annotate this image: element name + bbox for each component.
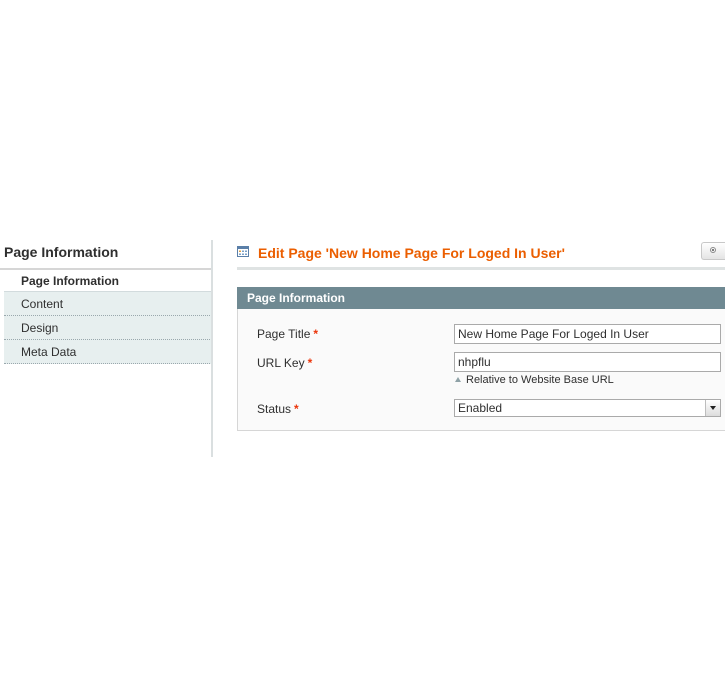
tab-page-information[interactable]: Page Information <box>4 270 212 292</box>
chevron-down-icon[interactable] <box>705 400 720 416</box>
sidebar-tabs <box>4 270 212 364</box>
sidebar-title: Page Information <box>4 244 119 260</box>
status-select-value: Enabled <box>458 401 503 415</box>
url-key-note <box>454 374 614 386</box>
url-key-label-text: URL Key <box>257 356 305 370</box>
page-title: Edit Page 'New Home Page For Loged In User' <box>258 245 565 261</box>
page-title-label <box>257 327 318 341</box>
tab-meta-data[interactable]: Meta Data <box>4 340 212 364</box>
status-label-text: Status <box>257 402 292 416</box>
fieldset-legend: Page Information <box>237 287 725 309</box>
status-select[interactable] <box>454 399 721 417</box>
header-divider <box>237 267 725 270</box>
tab-design[interactable]: Design <box>4 316 212 340</box>
header-action-button[interactable] <box>701 242 725 260</box>
page-grid-icon <box>237 246 249 257</box>
required-marker: * <box>313 327 319 341</box>
url-key-note-text: Relative to Website Base URL <box>466 374 614 386</box>
status-label <box>257 402 299 416</box>
triangle-up-icon <box>455 377 461 382</box>
sidebar <box>0 240 214 457</box>
url-key-label <box>257 356 312 370</box>
tab-content[interactable]: Content <box>4 292 212 316</box>
sidebar-divider <box>211 240 213 457</box>
required-marker: * <box>307 356 313 370</box>
page-title-label-text: Page Title <box>257 327 311 341</box>
page-header <box>237 240 725 270</box>
required-marker: * <box>294 402 299 416</box>
url-key-input[interactable] <box>454 352 721 372</box>
page-information-fieldset <box>237 287 725 431</box>
circle-dot-icon <box>710 247 716 253</box>
page-title-input[interactable] <box>454 324 721 344</box>
